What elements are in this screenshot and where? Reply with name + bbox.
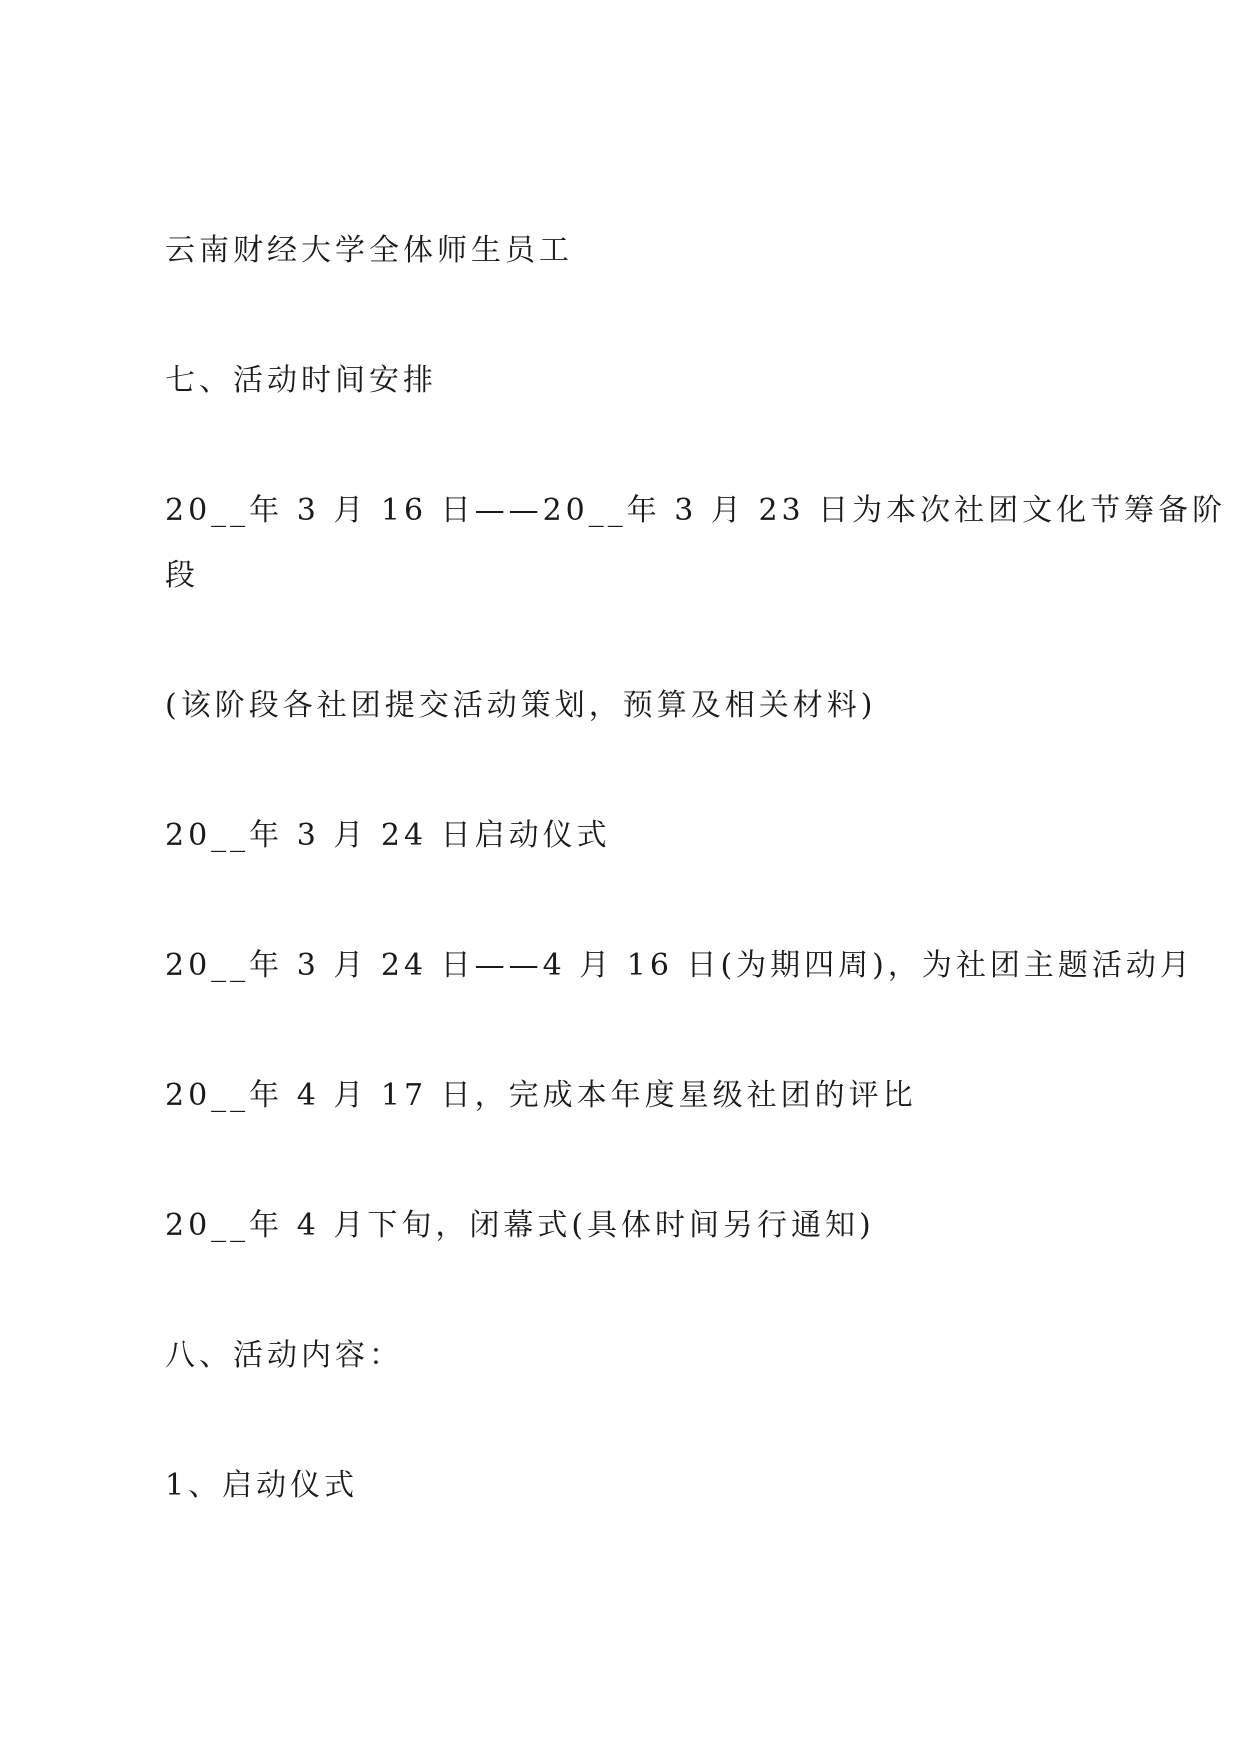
schedule-preparation-line: 20__年 3 月 16 日——20__年 3 月 23 日为本次社团文化节筹备阶 xyxy=(165,493,1227,528)
schedule-theme-month: 20__年 3 月 24 日——4 月 16 日(为期四周)，为社团主题活动月 xyxy=(165,948,1194,983)
section-heading-schedule: 七、活动时间安排 xyxy=(165,363,437,398)
schedule-star-club-review: 20__年 4 月 17 日，完成本年度星级社团的评比 xyxy=(165,1078,917,1113)
section-heading-content: 八、活动内容： xyxy=(165,1338,403,1373)
schedule-preparation-note: (该阶段各社团提交活动策划，预算及相关材料) xyxy=(165,688,877,723)
schedule-launch-ceremony: 20__年 3 月 24 日启动仪式 xyxy=(165,818,611,853)
schedule-closing-ceremony: 20__年 4 月下旬，闭幕式(具体时间另行通知) xyxy=(165,1208,875,1243)
schedule-preparation-line-continued: 段 xyxy=(165,558,199,593)
participants-line: 云南财经大学全体师生员工 xyxy=(165,233,573,268)
content-item-launch-ceremony: 1、启动仪式 xyxy=(165,1468,359,1503)
